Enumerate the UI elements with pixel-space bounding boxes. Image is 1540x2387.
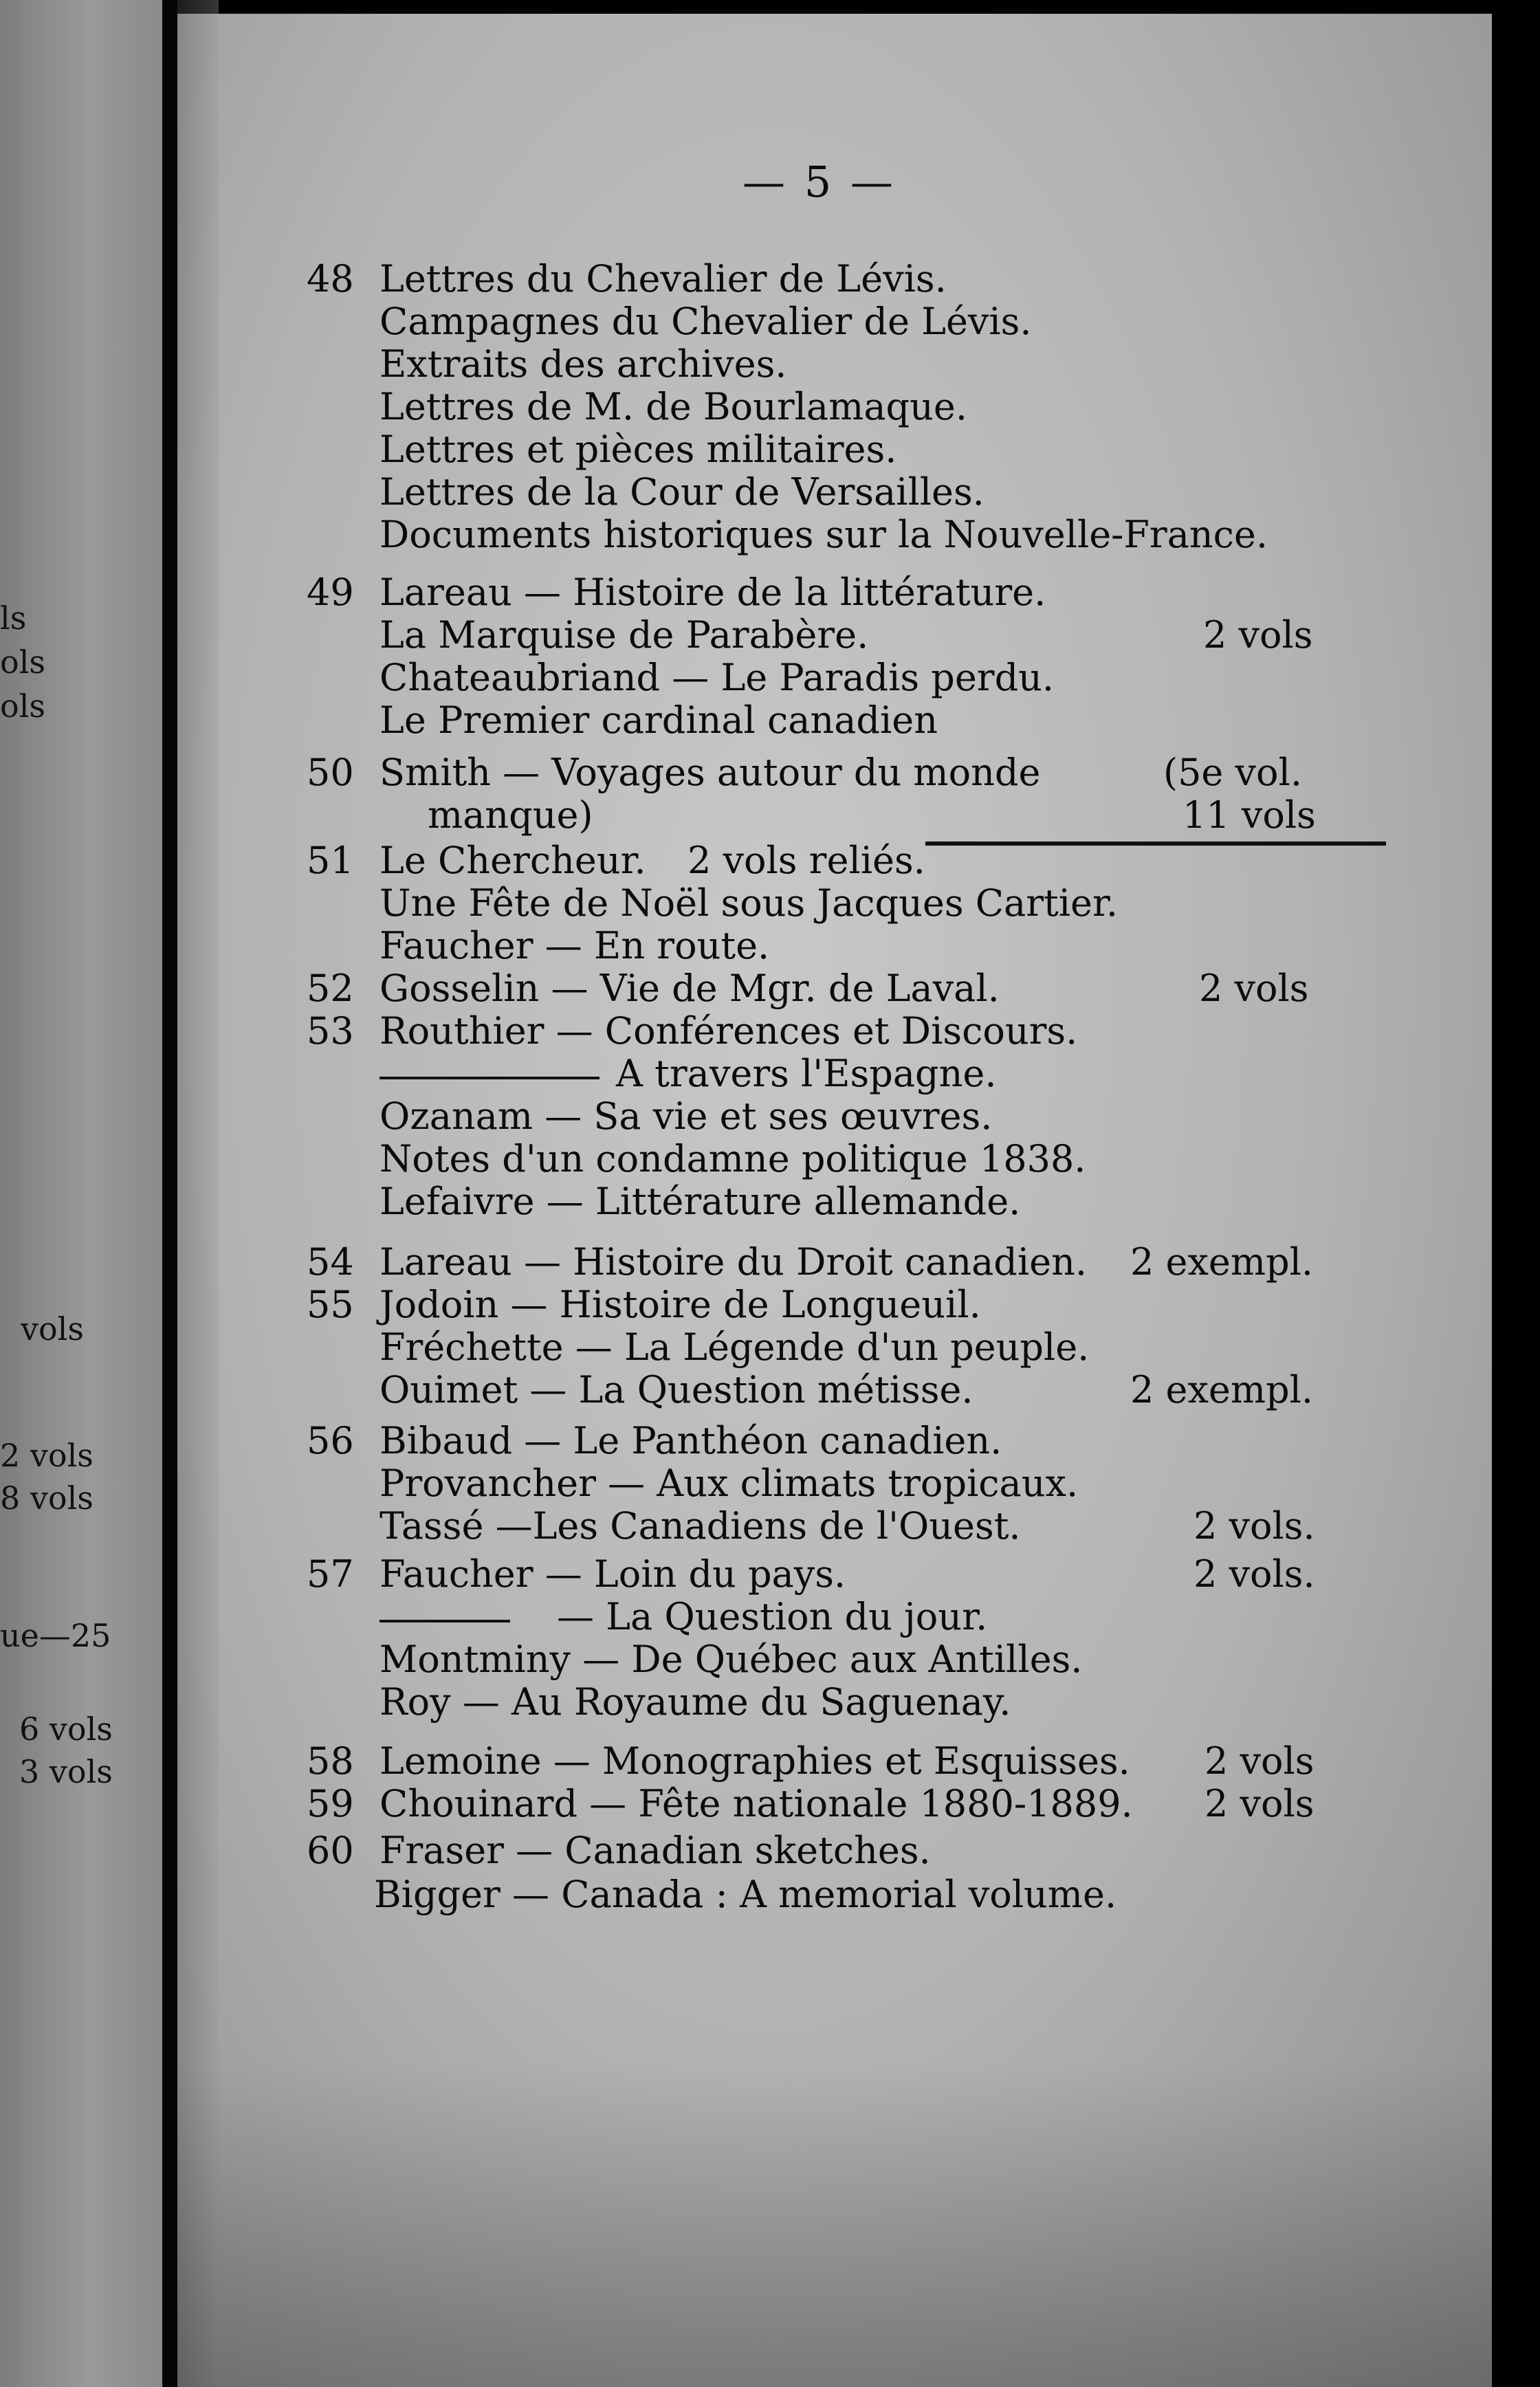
page-number: — 5 — xyxy=(742,157,896,207)
entry-line: A travers l'Espagne. xyxy=(616,1052,997,1095)
volume-count: 11 vols xyxy=(1182,793,1316,837)
entry-line: Lettres et pièces militaires. xyxy=(380,428,897,471)
entry-number: 48 xyxy=(307,257,354,300)
entry-line: Documents historiques sur la Nouvelle-France. xyxy=(380,513,1268,556)
entry-line: Fréchette — La Légende d'un peuple. xyxy=(380,1326,1090,1369)
gutter-shadow xyxy=(177,0,219,2387)
entry-number: 53 xyxy=(307,1009,354,1053)
entry-number: 59 xyxy=(307,1782,354,1825)
section-rule xyxy=(925,842,1386,846)
entry-line: Chouinard — Fête nationale 1880-1889. xyxy=(380,1782,1133,1825)
left-fragment: ue—25 xyxy=(0,1617,111,1654)
entry-note: 2 vols reliés. xyxy=(688,839,925,882)
volume-count: 2 vols. xyxy=(1194,1552,1315,1596)
ditto-rule xyxy=(380,1077,600,1079)
volume-count: 2 vols. xyxy=(1194,1504,1315,1548)
entry-line: Lemoine — Monographies et Esquisses. xyxy=(380,1739,1130,1783)
entry-number: 49 xyxy=(307,571,354,614)
entry-line: La Marquise de Parabère. xyxy=(380,613,869,657)
entry-line: Faucher — En route. xyxy=(380,924,770,967)
right-border xyxy=(1492,0,1540,2387)
entry-line: Lefaivre — Littérature allemande. xyxy=(380,1180,1021,1223)
ditto-rule xyxy=(380,1620,510,1622)
left-fragment: 8 vols xyxy=(0,1480,94,1517)
left-fragment: ols xyxy=(0,688,46,725)
entry-line: Routhier — Conférences et Discours. xyxy=(380,1009,1078,1053)
entry-line: Faucher — Loin du pays. xyxy=(380,1552,846,1596)
entry-line: Notes d'un condamne politique 1838. xyxy=(380,1137,1086,1180)
left-fragment: 3 vols xyxy=(19,1753,113,1790)
entry-line: Fraser — Canadian sketches. xyxy=(380,1829,931,1872)
left-fragment: ols xyxy=(0,644,46,681)
entry-line: Une Fête de Noël sous Jacques Cartier. xyxy=(380,881,1118,925)
volume-note: (5e vol. xyxy=(1163,751,1302,794)
volume-count: 2 vols xyxy=(1204,1782,1314,1825)
entry-line: — La Question du jour. xyxy=(557,1595,988,1638)
left-page-edge xyxy=(0,0,162,2387)
entry-line: Le Premier cardinal canadien xyxy=(380,698,938,742)
entry-line: Bibaud — Le Panthéon canadien. xyxy=(380,1419,1002,1462)
entry-line: Lareau — Histoire de la littérature. xyxy=(380,571,1046,614)
page-gutter xyxy=(162,0,177,2387)
entry-number: 60 xyxy=(307,1829,354,1872)
entry-line: Le Chercheur. xyxy=(380,839,646,882)
left-fragment: vols xyxy=(21,1310,84,1348)
entry-number: 52 xyxy=(307,967,354,1010)
entry-line: Lettres de la Cour de Versailles. xyxy=(380,470,984,514)
entry-number: 57 xyxy=(307,1552,354,1596)
entry-number: 50 xyxy=(307,751,354,794)
entry-line: Campagnes du Chevalier de Lévis. xyxy=(380,300,1032,343)
entry-line: Provancher — Aux climats tropicaux. xyxy=(380,1462,1079,1505)
entry-line: Bigger — Canada : A memorial volume. xyxy=(374,1873,1117,1916)
entry-line: Lareau — Histoire du Droit canadien. xyxy=(380,1240,1088,1284)
entry-line: manque) xyxy=(428,793,593,837)
entry-line: Tassé —Les Canadiens de l'Ouest. xyxy=(380,1504,1021,1548)
left-fragment: ls xyxy=(0,600,27,637)
entry-number: 58 xyxy=(307,1739,354,1783)
entry-number: 55 xyxy=(307,1283,354,1326)
volume-count: 2 vols xyxy=(1204,1739,1314,1783)
entry-line: Roy — Au Royaume du Saguenay. xyxy=(380,1680,1011,1724)
entry-line: Lettres de M. de Bourlamaque. xyxy=(380,385,967,428)
entry-line: Ozanam — Sa vie et ses œuvres. xyxy=(380,1094,993,1138)
entry-line: Chateaubriand — Le Paradis perdu. xyxy=(380,656,1055,699)
entry-line: Gosselin — Vie de Mgr. de Laval. xyxy=(380,967,1000,1010)
entry-line: Ouimet — La Question métisse. xyxy=(380,1368,974,1411)
copies-count: 2 exempl. xyxy=(1130,1240,1314,1284)
entry-number: 51 xyxy=(307,839,354,882)
entry-number: 54 xyxy=(307,1240,354,1284)
left-fragment: 2 vols xyxy=(0,1437,94,1474)
volume-count: 2 vols xyxy=(1203,613,1313,657)
volume-count: 2 vols xyxy=(1199,967,1309,1010)
page-shadow xyxy=(177,2062,1492,2387)
copies-count: 2 exempl. xyxy=(1130,1368,1314,1411)
left-fragment: 6 vols xyxy=(19,1710,113,1748)
entry-line: Lettres du Chevalier de Lévis. xyxy=(380,257,947,300)
entry-line: Jodoin — Histoire de Longueuil. xyxy=(380,1283,981,1326)
entry-number: 56 xyxy=(307,1419,354,1462)
entry-line: Montminy — De Québec aux Antilles. xyxy=(380,1638,1083,1681)
entry-line: Smith — Voyages autour du monde xyxy=(380,751,1041,794)
entry-line: Extraits des archives. xyxy=(380,342,787,386)
